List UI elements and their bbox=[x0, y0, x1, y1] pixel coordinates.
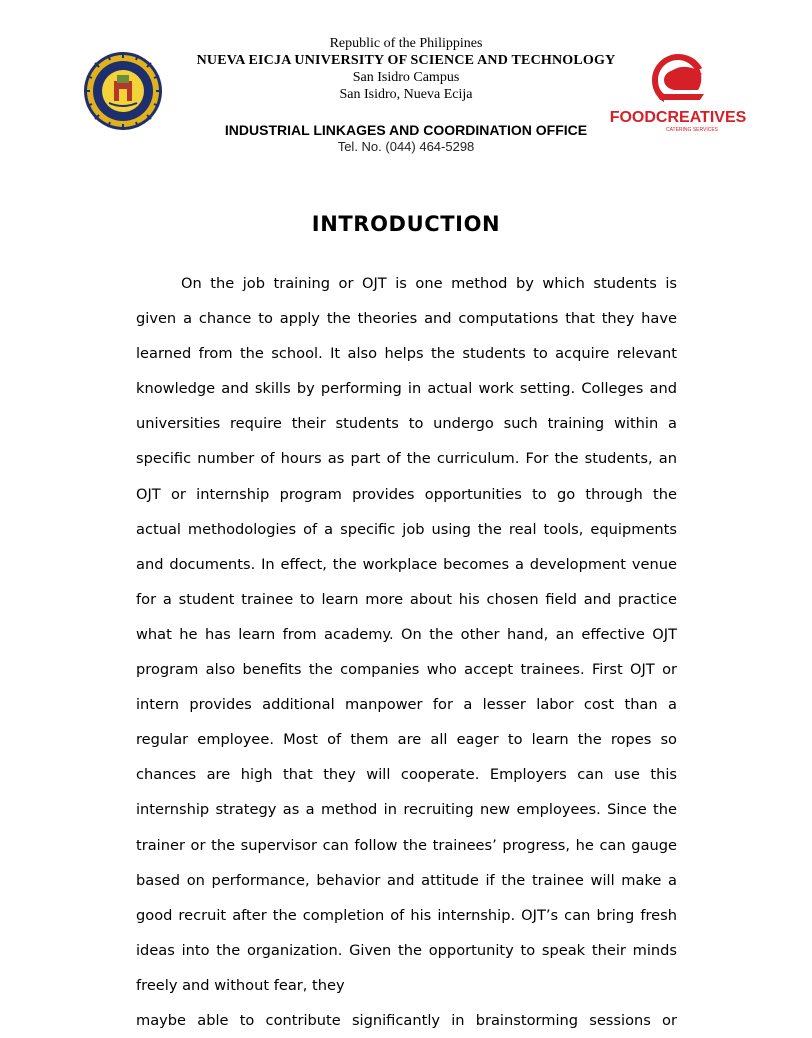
logo-brand-text: FOODCREATIVES bbox=[609, 109, 747, 126]
paragraph-line: ideas into the organization. Given the opportunity to speak their minds bbox=[136, 941, 677, 959]
republic-line: Republic of the Philippines bbox=[329, 36, 483, 51]
paragraph-line: given a chance to apply the theories and computations that they have bbox=[136, 310, 677, 328]
paragraph-line: trainer or the supervisor can follow the trainees’ progress, he can gauge bbox=[136, 836, 677, 854]
paragraph-line: chances are high that they will cooperate. Employers can use this bbox=[136, 766, 677, 784]
paragraph-line: based on performance, behavior and attitude if the trainee will make a bbox=[136, 871, 677, 889]
paragraph-line: OJT or internship program provides opportunities to go through the bbox=[136, 485, 677, 503]
paragraph-line: freely and without fear, they bbox=[136, 976, 345, 994]
paragraph-line: specific number of hours as part of the curriculum. For the students, an bbox=[136, 450, 677, 468]
paragraph-line: what he has learn from academy. On the other hand, an effective OJT bbox=[136, 625, 677, 643]
campus-address: San Isidro, Nueva Ecija bbox=[339, 87, 473, 102]
office-telephone: Tel. No. (044) 464-5298 bbox=[337, 139, 475, 154]
paragraph-line: regular employee. Most of them are all eager to learn the ropes so bbox=[136, 731, 677, 749]
paragraph-line: On the job training or OJT is one method by which students is bbox=[181, 275, 677, 292]
logo-tagline: CATERING SERVICES bbox=[665, 127, 719, 133]
paragraph-line: internship strategy as a method in recruiting new employees. Since the bbox=[136, 801, 677, 819]
paragraph-line: for a student trainee to learn more about his chosen field and practice bbox=[136, 590, 677, 608]
paragraph-line: learned from the school. It also helps the students to acquire relevant bbox=[136, 345, 677, 363]
paragraph-line: universities require their students to undergo such training within a bbox=[136, 415, 677, 433]
paragraph-line: intern provides additional manpower for a lesser labor cost than a bbox=[136, 696, 677, 714]
paragraph-line: good recruit after the completion of his internship. OJT’s can bring fresh bbox=[136, 906, 677, 924]
paragraph-line: and documents. In effect, the workplace becomes a development venue bbox=[136, 555, 677, 573]
office-name: INDUSTRIAL LINKAGES AND COORDINATION OFFICE bbox=[224, 122, 588, 138]
paragraph-line: program also benefits the companies who accept trainees. First OJT or bbox=[136, 661, 677, 679]
page-title: INTRODUCTION bbox=[311, 212, 501, 236]
university-name: NUEVA EICJA UNIVERSITY OF SCIENCE AND TECHNOLOGY bbox=[196, 53, 616, 68]
paragraph-line: actual methodologies of a specific job using the real tools, equipments bbox=[136, 520, 677, 538]
campus-name: San Isidro Campus bbox=[352, 70, 460, 85]
introduction-paragraph bbox=[136, 266, 677, 1038]
paragraph-line: knowledge and skills by performing in actual work setting. Colleges and bbox=[136, 380, 677, 398]
paragraph-line: maybe able to contribute significantly in brainstorming sessions or bbox=[136, 1011, 677, 1029]
